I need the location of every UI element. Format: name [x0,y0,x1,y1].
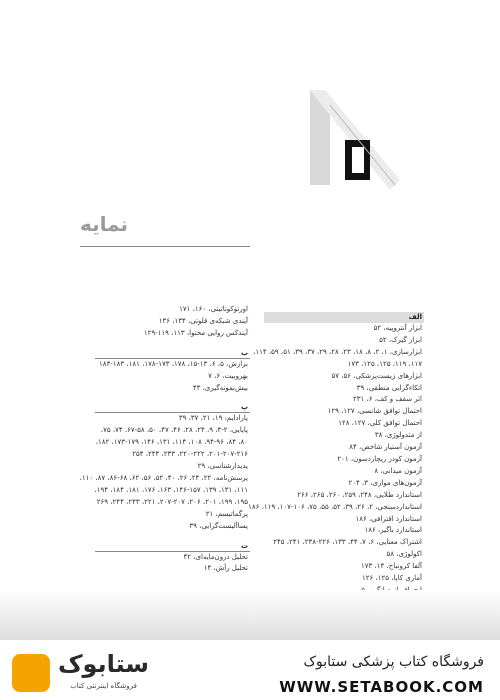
index-entry: ۲۰۱-۲۰۷-۲۱۶، ۲۲۰-۲۲۲، ۲۳۳، ۲۴۴، ۲۵۴ [132,450,248,459]
index-entry: پرسش‌نامه، ۲۲، ۲۴، ۲۶، ۴۰، ۵۲، ۵۶، ۶۲، ۶۸-۸۶، ۸۷، ۱۱۰، [79,473,248,482]
index-entry: تحلیل درون‌مایه‌ای، ۴۲ [183,552,248,561]
logo-wordmark: ستابوک [57,650,150,678]
section-heading-te: ت [95,541,250,552]
index-entry: ابزار آنتروپیه، ۵۲ [373,324,422,332]
index-entry: اکولوژی، ۵۸ [386,550,422,559]
index-entry: ابزار گیرک، ۵۲ [379,335,422,344]
index-entry: پارادایم، ۱۹، ۲۱، ۳۷، ۳۹ [178,414,248,423]
index-entry: پساآلیست‌گرایی، ۳۹ [189,521,248,530]
index-entry: آلفا کرونباخ، ۱۴، ۱۷۳ [360,562,422,571]
index-entry: بیش‌نمونه‌گیری، ۴۳ [192,383,248,392]
index-entry: ۱۱۷، ۱۱۹، ۱۲۵، ۱۲۵، ۱۷۳ [347,359,422,368]
setabook-logo-icon [12,654,50,692]
index-entry: پرگماتیسم، ۲۱ [205,509,248,518]
index-entry: آزمون کودر ریچاردسون، ۲۰۱ [337,454,422,463]
index-entry: آماری کاپا، ۱۲۵، ۱۲۶ [362,574,422,583]
index-entry: بهروبیت، ۶، ۷ [208,371,248,380]
index-entry: آیندکس روایی محتوا، ۱۱۳، ۱۱۹-۱۲۹ [143,328,248,337]
index-entry: اتکاء‌گرایی منطقی، ۳۹ [356,383,422,392]
index-entry: اورتوکوناتیتی، ۱۶۰، ۱۷۱ [179,305,248,313]
index-entry: تحلیل رأش، ۱۴ [203,564,248,573]
index-entry: استاندارد باگیر، ۱۸۶ [364,526,422,535]
bottom-fade [0,590,500,640]
index-entry: استانداردسنجی، ۲، ۲۶، ۳۹، ۵۲، ۵۵، ۷۵، ۱۰۶-۱۰۷، ۱۱۹، ۱۸۶ [248,502,422,511]
index-entry: پدیدارشناسی، ۲۹ [197,462,248,471]
page-title: نمایه [80,212,129,236]
index-entry: آیندی شبکه‌ی قلوتی، ۱۳۴، ۱۳۶ [158,316,248,325]
section-heading-be: ب [95,348,250,359]
index-right-column [248,312,424,597]
index-left-column [79,304,250,575]
index-entry: استاندارد اقترافی، ۱۸۶ [355,514,422,523]
index-entry: ۸۰، ۸۴، ۹۴-۹۶، ۱۰۸، ۱۱۴، ۱۳۱، ۱۴۶، ۱۷۳-۱۷۹، ۱۸۲، [95,438,248,447]
index-entry: احتمال توافق کلی، ۱۲۷، ۱۲۸ [338,419,422,428]
section-heading-alef: الف [264,312,424,323]
footer-banner [0,640,500,700]
shop-name: فروشگاه کتاب پزشکی ستابوک [303,654,484,670]
index-entry: اثر سقف و کف، ۶، ۲۳۱ [352,395,422,404]
index-entry: از متدولوژی، ۳۸ [374,431,422,440]
index-entry: ابزارسازی، ۱، ۲، ۸، ۱۸، ۲۳، ۲۸، ۲۹، ۳۷، ۳۹، ۵۱، ۵۹، ۱۱۴، [253,347,422,356]
index-entry: ۱۱۱، ۱۳۱، ۱۳۹، ۱۴۶-۱۵۷، ۱۶۳، ۱۷۶، ۱۸۱، ۱۸۴، ۱۹۴، [94,485,248,494]
index-entry: استاندارد طلایی، ۲۴۸، ۲۵۹، ۲۶۰، ۲۶۵، ۲۶۶ [297,490,422,499]
index-entry: ابزارهای زیست‌پزشکی، ۵۶، ۵۷ [331,371,422,380]
index-entry: برازش، ۵، ۶، ۱۳-۱۵، ۱۷۸، ۱۷۳-۱۷۸، ۱۸۱، ۱۸۳-۱۸۳ [99,359,248,368]
index-entry: آزمون‌های موازی، ۳، ۲۰۴ [348,478,422,487]
section-heading-pe: پ [95,402,250,413]
index-entry: اشتراک معنایی، ۶، ۷، ۴۴، ۱۳۳، ۲۲۶-۲۳۸، ۲۴۱، ۲۴۵ [273,538,422,547]
decorative-corner-graphic [300,85,410,215]
index-entry: ۱۹۵، ۱۹۹، ۲۰۱، ۲۰۶، ۲۰۷-۲۰۷، ۲۲۱، ۲۴۳، ۲۴۴، ۲۶۹ [96,497,248,506]
shop-url-link[interactable]: WWW.SETABOOK.COM [279,678,484,696]
index-entry: آزمون آستیار شاخص، ۸۴ [349,443,422,452]
index-entry: آزمون میدانی، ۸ [374,466,422,475]
index-entry: پایایی، ۲-۴، ۹، ۲۴، ۲۸، ۴۶، ۴۷، ۵۰، ۵۸-۶۷، ۷۴، ۷۵، [100,426,248,435]
index-entry: احتمال توافق شانسی، ۱۲۷، ۱۲۹ [327,407,422,416]
title-underline [80,246,250,247]
logo-subtext: فروشگاه اینترنتی کتاب [70,682,137,690]
